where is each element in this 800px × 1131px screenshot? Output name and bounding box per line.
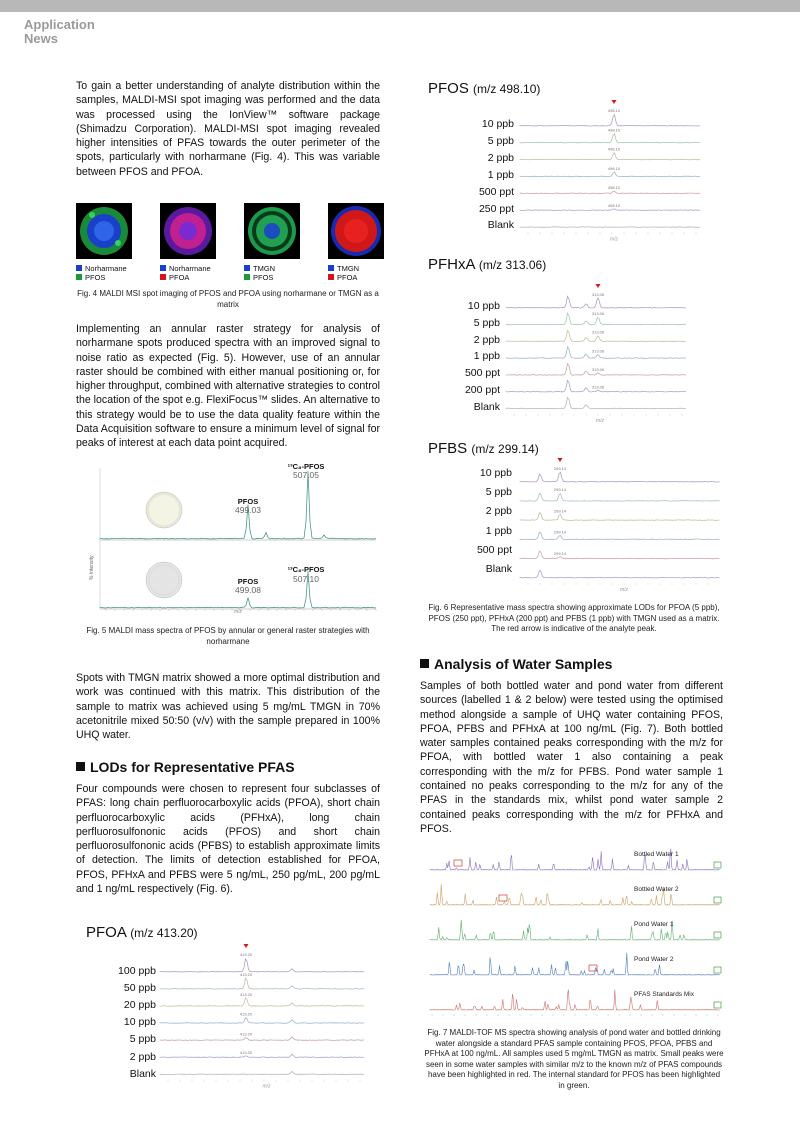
peak-mz-label: 498.10 [607, 203, 621, 208]
spectrum-row-label: 5 ppb [473, 316, 500, 329]
pfbs-title: PFBS (m/z 299.14) [428, 440, 539, 457]
spectrum-row-label: 500 ppt [464, 367, 500, 380]
spectrum-row-label: 10 ppb [481, 118, 514, 130]
peak-mz-label: 413.20 [239, 1011, 253, 1017]
internal-standard-box [714, 932, 721, 938]
peak-mz-label: 413.20 [239, 991, 253, 997]
fig7-trace [430, 920, 720, 940]
brand-header [24, 18, 95, 46]
peak-mz-label: 299.14 [553, 466, 567, 471]
spectrum-row-label: 500 ppt [478, 185, 514, 198]
red-arrow-icon [612, 100, 617, 104]
heading-lods: LODs for Representative PFAS [76, 759, 295, 775]
pfhxa-title: PFHxA (m/z 313.06) [428, 256, 547, 273]
peak-mz-label: 498.10 [607, 146, 621, 152]
peak-mz-label: 299.14 [553, 550, 567, 556]
fig7-spectra [424, 826, 724, 1022]
spectrum-trace [520, 227, 700, 228]
pfos-spectra [520, 106, 700, 242]
peak-mz-label: 413.20 [239, 1031, 253, 1037]
spectrum-row-label: 250 ppt [478, 202, 514, 215]
peak-mz-label: 498.10 [607, 108, 621, 113]
peak-mz-label: 313.06 [591, 292, 605, 297]
spectrum-trace [506, 397, 686, 408]
fig5-yaxis-label: % Intensity [89, 555, 95, 580]
spectrum-trace [160, 1018, 364, 1024]
pfas-highlight-box [454, 860, 462, 866]
brand-line1: Application [24, 17, 95, 32]
peak-mz-label: 413.20 [239, 971, 253, 977]
spectrum-trace [160, 978, 364, 989]
spectrum-trace [520, 513, 720, 521]
spectrum-trace [520, 209, 700, 211]
red-arrow-icon [244, 944, 249, 948]
fig5-top-is-label: ¹³C₈-PFOS [287, 462, 325, 471]
spectrum-trace [520, 472, 720, 482]
legend-4: TMGN PFOA [328, 264, 359, 282]
spectrum-row-label: 1 ppb [487, 168, 514, 181]
fig5-top-is-mz: 507.05 [293, 470, 319, 480]
fig5-bot-pfos-label: PFOS [237, 577, 259, 586]
fig5-xaxis-label: m/z [234, 609, 243, 615]
spectrum-row-label: 1 ppb [473, 350, 500, 363]
spectrum-row-label: 1 ppb [485, 524, 512, 537]
paragraph-water: Samples of both bottled water and pond water from different sources (labelled 1 & 2 below) were tested using the optimised method alongside a sample of UHQ water containing PFOS, PFOA, PFBS and PFHxA at 100 ng/mL (Fig. 7). Both bottled water samples contained peaks corresponding with the m/z for PFOA, with bottled water 1 also containing a peak corresponding with the m/z for PFBS. Pond water sample 1 contained no peaks corresponding to the m/z for any of the PFAS in the standards mix, whilst pond water sample 2 contained peaks corresponding with the m/z for PFHxA and PFOS. [420, 680, 723, 835]
spectrum-row-label: Blank [487, 219, 514, 232]
peak-mz-label: 313.06 [591, 329, 605, 335]
peak-mz-label: 299.14 [553, 487, 567, 493]
peak-mz-label: 313.06 [591, 310, 605, 316]
pfhxa-spectra [506, 290, 686, 424]
internal-standard-box [714, 967, 721, 973]
spectrum-trace [520, 529, 720, 540]
msi-image-norharmane-pfos [76, 203, 132, 259]
spectrum-trace [520, 191, 700, 193]
fig7-caption: Fig. 7 MALDI-TOF MS spectra showing analysis of pond water and bottled drinking water alongside a standard PFAS sample containing PFOS, PFOA, PFBS and PFHxA at 100 ng/mL. All samples used 5 mg/mL TMGN as matrix. Small peaks were seen in some water samples with similar m/z to the known m/z of PFAS compounds have been highlighted in red. The internal standard for PFOS has been highlighted in green. [424, 1028, 724, 1090]
fig7-panel-label: Bottled Water 2 [634, 886, 679, 893]
fig5-bot-is-label: ¹³C₈-PFOS [287, 565, 325, 574]
paragraph-msi: To gain a better understanding of analyte distribution within the samples, MALDI-MSI spot imaging was performed and the data was processed using the IonView™ software package (Shimadzu Corporation). MALDI-MSI spot imaging revealed higher intensities of PFAS towards the outer perimeter of the spots, particularly with norharmane (Fig. 4). This was variable between PFOS and PFOA. [76, 80, 380, 178]
fig7-panel-label: Pond Water 1 [634, 921, 674, 928]
spectrum-trace [160, 1071, 364, 1074]
spectrum-row-label: 2 ppb [129, 1050, 156, 1063]
spectrum-row-label: 20 ppb [123, 999, 156, 1012]
x-axis-label: m/z [610, 236, 619, 243]
spectrum-row-label: Blank [485, 563, 512, 575]
spectrum-trace [520, 153, 700, 160]
peak-mz-label: 299.14 [553, 529, 567, 535]
spectrum-trace [520, 172, 700, 177]
spectrum-trace [160, 1054, 364, 1057]
fig7-panel-label: Bottled Water 1 [634, 851, 679, 858]
fig5-bot-pfos-mz: 499.08 [235, 585, 261, 595]
msi-image-tmgn-pfoa [328, 203, 384, 259]
spectrum-trace [520, 571, 720, 579]
fig5-bot-is-mz: 507.10 [293, 574, 319, 584]
legend-2: Norharmane PFOA [160, 264, 211, 282]
spectrum-row-label: 2 ppb [485, 505, 512, 518]
x-axis-label: m/z [596, 417, 605, 424]
pfbs-spectra [520, 464, 720, 593]
brand-line2: News [24, 31, 58, 46]
fig7-trace [430, 953, 720, 975]
spectrum-row-label: 50 ppb [123, 982, 156, 995]
fig5-caption: Fig. 5 MALDI mass spectra of PFOS by annular or general raster strategies with norharmane [86, 626, 370, 646]
internal-standard-box [714, 897, 721, 903]
paragraph-raster: Implementing an annular raster strategy for analysis of norharmane spots produced spectra with an improved signal to noise ratio as expected (Fig. 5). However, use of an annular raster should be combined with either manual positioning or, for higher throughput, combined with alternative strategies to control the location of the spot e.g. FlexiFocus™ slides. An alternative to this strategy would be to use the data quality feature within the Data Acquisition software to ensure a minimum level of signal for peaks of interest at each data point acquired. [76, 323, 380, 450]
spectrum-row-label: 10 ppb [467, 300, 500, 312]
peak-mz-label: 413.20 [239, 1050, 253, 1055]
spectrum-row-label: 500 ppt [476, 543, 512, 556]
spectrum-trace [160, 959, 364, 972]
spot-general-image [146, 562, 182, 598]
spectrum-trace [520, 134, 700, 143]
spectrum-trace [506, 296, 686, 308]
spectrum-row-label: 2 ppb [473, 333, 500, 346]
red-arrow-icon [558, 458, 563, 462]
msi-image-tmgn-pfos [244, 203, 300, 259]
fig7-panel-label: PFAS Standards Mix [634, 991, 694, 998]
spectrum-row-label: 200 ppt [464, 384, 500, 396]
fig7-panel-label: Pond Water 2 [634, 956, 674, 963]
spectrum-row-label: 10 ppb [123, 1016, 156, 1029]
spectrum-row-label: 5 ppb [487, 134, 514, 147]
peak-mz-label: 498.10 [607, 185, 621, 191]
spectrum-trace [160, 998, 364, 1006]
pfoa-title: PFOA (m/z 413.20) [86, 924, 198, 941]
peak-mz-label: 299.14 [553, 508, 567, 514]
fig5-top-pfos-mz: 499.03 [235, 505, 261, 515]
spectrum-trace [160, 1037, 364, 1040]
fig6-caption: Fig. 6 Representative mass spectra showing approximate LODs for PFOA (5 ppb), PFOS (250 ppt), PFHxA (200 ppt) and PFBS (1 ppb) with TMGN used as a matrix. The red arrow is indicative of the analyte peak. [428, 603, 720, 633]
spectrum-row-label: 10 ppb [479, 467, 512, 479]
top-bar [0, 0, 800, 12]
peak-mz-label: 498.10 [607, 165, 621, 171]
internal-standard-box [714, 1002, 721, 1008]
spectrum-row-label: Blank [129, 1067, 156, 1080]
msi-image-norharmane-pfoa [160, 203, 216, 259]
paragraph-tmgn: Spots with TMGN matrix showed a more optimal distribution and work was continued with this matrix. This distribution of the sample to matrix was achieved using 5 mg/mL TMGN in 70% acetonitrile mixed 50:50 (v/v) with the sample prepared in 100% UHQ water. [76, 672, 380, 742]
legend-3: TMGN PFOS [244, 264, 275, 282]
red-arrow-icon [596, 284, 601, 288]
spectrum-row-label: 2 ppb [487, 151, 514, 164]
peak-mz-label: 313.06 [591, 348, 605, 354]
spectrum-row-label: 5 ppb [485, 486, 512, 499]
pfas-highlight-box [499, 895, 507, 901]
spectrum-row-label: 100 ppb [118, 965, 156, 977]
peak-mz-label: 313.06 [591, 384, 605, 390]
pfos-title: PFOS (m/z 498.10) [428, 80, 541, 97]
fig5-top-pfos-label: PFOS [237, 497, 259, 506]
spectrum-trace [520, 493, 720, 501]
spectrum-trace [520, 551, 720, 559]
paragraph-lods: Four compounds were chosen to represent four subclasses of PFAS: long chain perfluorocarboxylic acids (PFOA), short chain perfluorocarboxylic acids (PFHxA), long chain perfluorosulfononic acids (PFOS) and short chain perfluorosulfononic acids (PFBS) to establish approximate limits of detection. The limits of detection established for PFOA, PFOS, PFHxA and PFBS were 5 ng/mL, 250 pg/mL, 200 pg/mL and 1 ng/mL respectively (Fig. 6). [76, 783, 380, 896]
legend-1: Norharmane PFOS [76, 264, 127, 282]
x-axis-label: m/z [262, 1083, 271, 1090]
fig4-caption: Fig. 4 MALDI MSI spot imaging of PFOS and PFOA using norharmane or TMGN as a matrix [77, 289, 379, 309]
pfoa-spectra [160, 948, 365, 1090]
spectrum-row-label: Blank [473, 400, 500, 413]
spectrum-trace [520, 115, 700, 126]
peak-mz-label: 313.06 [591, 367, 605, 373]
x-axis-label: m/z [620, 587, 629, 593]
internal-standard-box [714, 862, 721, 868]
spectrum-row-label: 5 ppb [129, 1033, 156, 1046]
peak-mz-label: 498.10 [607, 127, 621, 133]
peak-mz-label: 413.20 [239, 952, 253, 957]
heading-water: Analysis of Water Samples [420, 656, 612, 672]
